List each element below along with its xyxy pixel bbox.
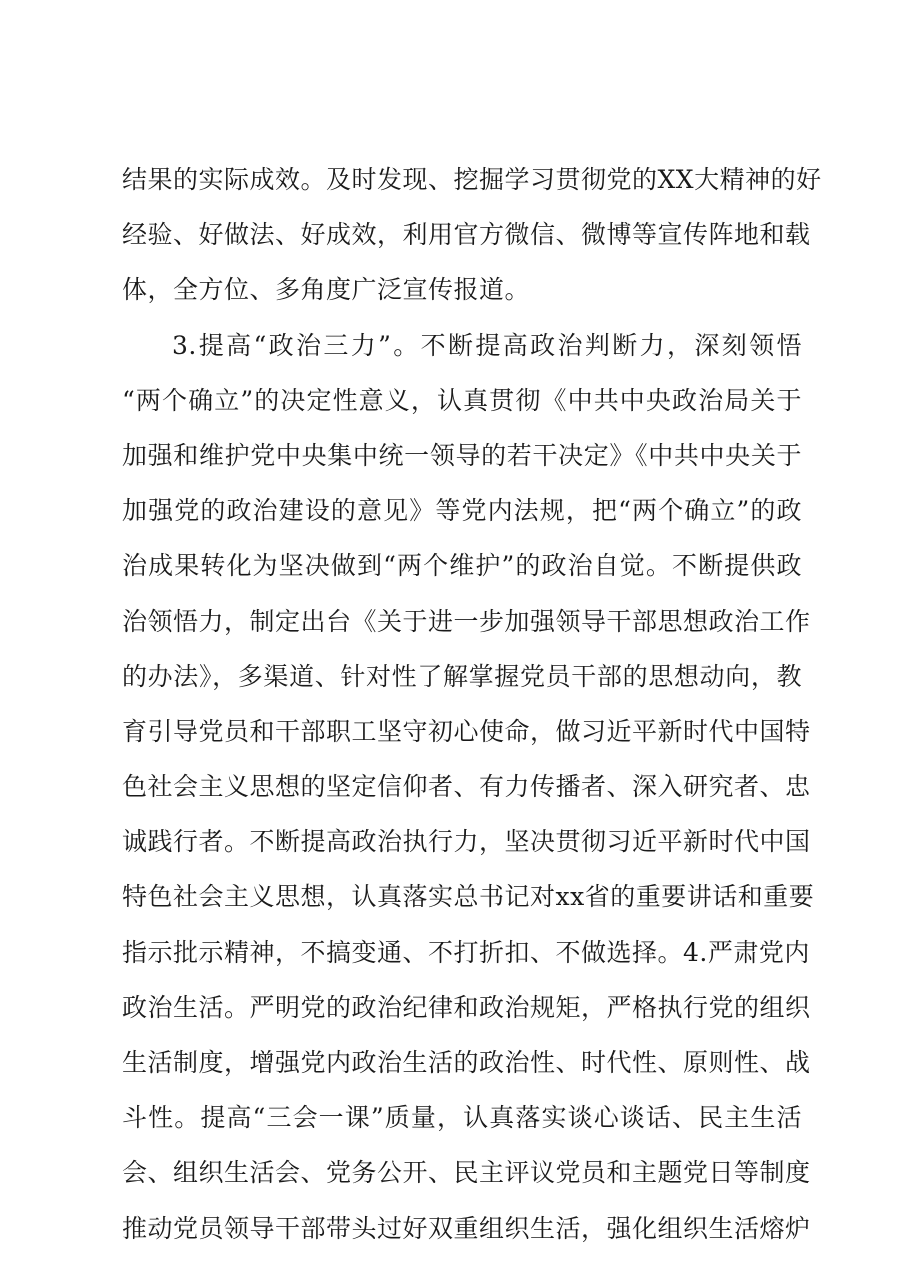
text-line: 育引导党员和干部职工坚守初心使命，做习近平新时代中国特: [122, 716, 811, 746]
text-line: 特色社会主义思想，认真落实总书记对xx省的重要讲话和重要: [122, 882, 815, 912]
text-line: 色社会主义思想的坚定信仰者、有力传播者、深入研究者、忠: [122, 772, 811, 802]
text-line: 诚践行者。不断提高政治执行力，坚决贯彻习近平新时代中国: [122, 827, 811, 857]
text-line: “两个确立”的决定性意义，认真贯彻《中共中央政治局关于: [122, 385, 802, 415]
text-line: 治领悟力，制定出台《关于进一步加强领导干部思想政治工作: [122, 606, 811, 636]
text-line: 治成果转化为坚决做到“两个维护”的政治自觉。不断提供政: [122, 551, 802, 581]
text-line: 会、组织生活会、党务公开、民主评议党员和主题党日等制度: [122, 1158, 811, 1188]
text-line: 的办法》，多渠道、针对性了解掌握党员干部的思想动向，教: [122, 661, 802, 691]
text-line: 3.提高“政治三力”。不断提高政治判断力，深刻领悟: [172, 330, 802, 360]
text-line: 指示批示精神，不搞变通、不打折扣、不做选择。4.严肃党内: [122, 937, 810, 967]
text-line: 推动党员领导干部带头过好双重组织生活，强化组织生活熔炉: [122, 1213, 811, 1243]
text-line: 斗性。提高“三会一课”质量，认真落实谈心谈话、民主生活: [122, 1103, 802, 1133]
body-text: [122, 152, 822, 1256]
text-line: 结果的实际成效。及时发现、挖掘学习贯彻党的XX大精神的好: [122, 165, 822, 194]
text-line: 政治生活。严明党的政治纪律和政治规矩，严格执行党的组织: [122, 992, 811, 1022]
text-line: 加强党的政治建设的意见》等党内法规，把“两个确立”的政: [122, 496, 802, 526]
text-line: 体，全方位、多角度广泛宣传报道。: [122, 275, 531, 305]
text-line: 加强和维护党中央集中统一领导的若干决定》《中共中央关于: [122, 440, 802, 470]
text-line: 经验、好做法、好成效，利用官方微信、微博等宣传阵地和载: [122, 220, 811, 250]
text-line: 生活制度，增强党内政治生活的政治性、时代性、原则性、战: [122, 1048, 811, 1077]
